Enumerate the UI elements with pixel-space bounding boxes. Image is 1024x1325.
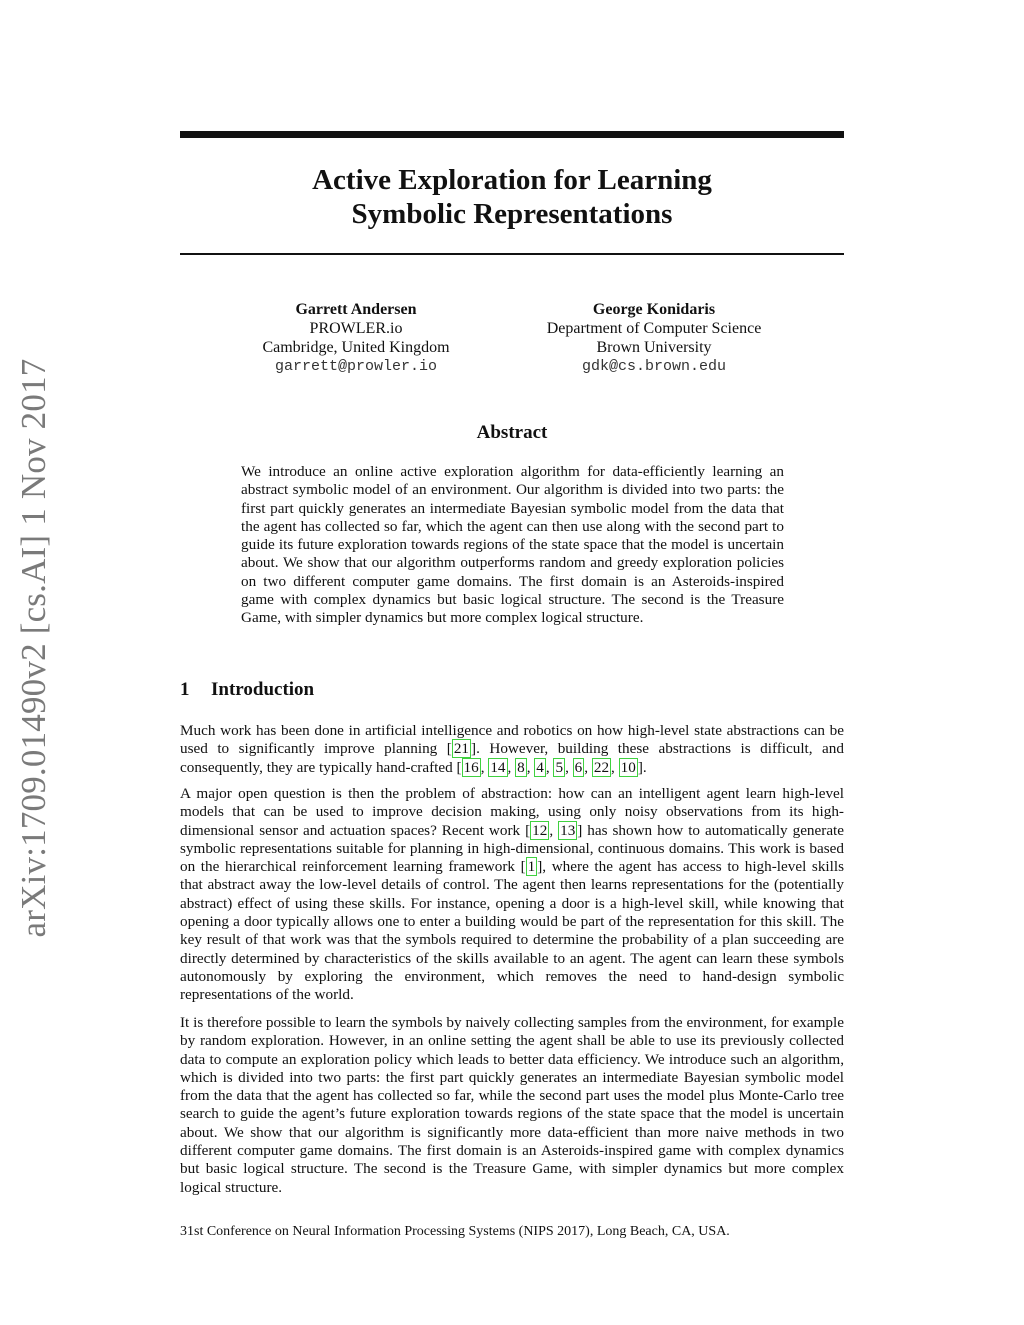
paper-title xyxy=(180,163,844,231)
citation-link[interactable]: 22 xyxy=(593,758,610,776)
abstract-heading: Abstract xyxy=(476,422,548,443)
author-location: Cambridge, United Kingdom xyxy=(262,339,450,356)
author-block-2 xyxy=(504,300,804,376)
citation-link[interactable]: 16 xyxy=(463,758,479,776)
citation-link[interactable]: 8 xyxy=(517,758,525,776)
intro-paragraph-3: It is therefore possible to learn the symbols by naively collecting samples from the environment, for example by random exploration. However, in an online setting the agent shall be able to use its previously collected data to compute an exploration policy which leads to better data efficiency. We introduce such an algorithm, which is divided into two parts: the first part quickly generates an intermediate Bayesian symbolic model from the data that the agent has collected so far, while the second part uses the model plus Monte-Carlo tree search to guide the agent’s future exploration towards regions of the state space that the model is uncertain about. We show that our algorithm is significantly more data-efficient than more naive methods in two different computer game domains. The first domain is an Asteroids-inspired game with complex dynamics but basic logical structure. The second is the Treasure Game, with simpler dynamics but more complex logical structure. xyxy=(180,1014,844,1196)
citation-link[interactable]: 1 xyxy=(527,858,536,876)
author-block-1 xyxy=(206,300,506,376)
citation-link[interactable]: 13 xyxy=(560,821,576,839)
title-bottom-rule xyxy=(180,253,844,255)
abstract-text: We introduce an online active exploration algorithm for data-efficiently learning an abstract symbolic model of an environment. Our algorithm is divided into two parts: the first part quickly generates an intermediate Bayesian symbolic model from the data that the agent has collected so far, which the agent can then use along with the second part to guide its future exploration towards regions of the state space that the model is uncertain about. We show that our algorithm outperforms random and greedy exploration policies on two different computer game domains. The first domain is an Asteroids-inspired game with complex dynamics but basic logical structure. The second is the Treasure Game, with simpler dynamics but more complex logical structure. xyxy=(241,463,784,627)
author-email[interactable]: gdk@cs.brown.edu xyxy=(581,358,727,375)
title-line-1: Active Exploration for Learning xyxy=(312,164,712,196)
citation-link[interactable]: 12 xyxy=(532,821,548,839)
intro-paragraph-2: A major open question is then the problem of abstraction: how can an intelligent agent learn high-level models that can be used to improve decision making, using only noisy observations from its high-dimensional sensor and actuation spaces? Recent work [ 12 , 13 ] has shown how to automatically generate symbolic representations suitable for planning in high-dimensional, continuous domains. This work is based on the hierarchical reinforcement learning framework [ 1 ], where the agent has access to high-level skills that abstract away the low-level details of control. The agent then learns representations for the (potentially abstract) effect of using these skills. For instance, opening a door is a high-level skill, while knowing that opening a door typically allows one to enter a building would be part of the representation for this skill. The key result of that work was that the symbols required to determine the probability of a plan succeeding are directly determined by characteristics of the skills available to an agent. The agent can learn these symbols autonomously by exploring the environment, which removes the need to hand-design symbolic representations of the world. xyxy=(180,785,845,1004)
paragraph-text: ], where the agent has access to high-level skills that abstract away the low-level details of control. The agent then learns representations for the (potentially abstract) effect of using these skills. For instance, opening a door is a high-level skill, while knowing that opening a door typically allows one to enter a building would be part of the representation for this skill. The key result of that work was that the symbols required to determine the probability of a plan succeeding are directly determined by characteristics of the skills available to an agent. The agent can learn these symbols autonomously by exploring the environment, which removes the need to hand-design symbolic representations of the world. xyxy=(180,858,844,1004)
paragraph-text: ] has shown how to automatically generate symbolic representations suitable for planning in high-dimensional, continuous domains. This work is based on the hierarchical reinforcement learning framework [ xyxy=(180,821,845,876)
citation-link[interactable]: 10 xyxy=(620,758,636,776)
paragraph-text: A major open question is then the problem of abstraction: how can an intelligent agent learn high-level models that can be used to improve decision making, using only noisy observations from its high-dimensional sensor and actuation spaces? Recent work [ xyxy=(180,785,844,839)
arxiv-identifier: arXiv:1709.01490v2 [cs.AI] 1 Nov 2017 xyxy=(14,358,53,938)
author-affiliation: PROWLER.io xyxy=(309,320,403,337)
author-name: Garrett Andersen xyxy=(295,301,417,318)
author-email[interactable]: garrett@prowler.io xyxy=(274,358,438,375)
paragraph-text: Much work has been done in artificial intelligence and robotics on how high-level state abstractions can be used to significantly improve planning [ xyxy=(180,722,844,758)
citation-link[interactable]: 6 xyxy=(574,758,583,776)
author-name: George Konidaris xyxy=(592,301,716,318)
section-title: Introduction xyxy=(211,679,315,700)
citation-link[interactable]: 5 xyxy=(555,758,564,776)
section-number: 1 xyxy=(180,679,190,700)
citation-link[interactable]: 14 xyxy=(490,758,506,776)
title-top-rule xyxy=(180,131,844,138)
conference-footnote: 31st Conference on Neural Information Processing Systems (NIPS 2017), Long Beach, CA, USA. xyxy=(180,1224,730,1239)
author-affiliation: Department of Computer Science xyxy=(546,320,762,337)
section-heading xyxy=(180,679,314,701)
intro-paragraph-1: Much work has been done in artificial intelligence and robotics on how high-level state abstractions can be used to significantly improve planning [ 21 ]. However, building these abstractions is difficult, and consequently, they are typically hand-crafted [ 16 , 14 , 8 , 4 , 5 , 6 , 22 , 10 ]. xyxy=(180,722,844,776)
paragraph-text: ]. xyxy=(637,758,647,776)
citation-link[interactable]: 4 xyxy=(536,758,544,776)
citation-link[interactable]: 21 xyxy=(453,740,470,758)
paragraph-text: ]. However, building these abstractions is difficult, and consequently, they are typically hand-crafted [ xyxy=(180,740,844,776)
author-location: Brown University xyxy=(596,339,712,356)
title-line-2: Symbolic Representations xyxy=(351,198,673,230)
